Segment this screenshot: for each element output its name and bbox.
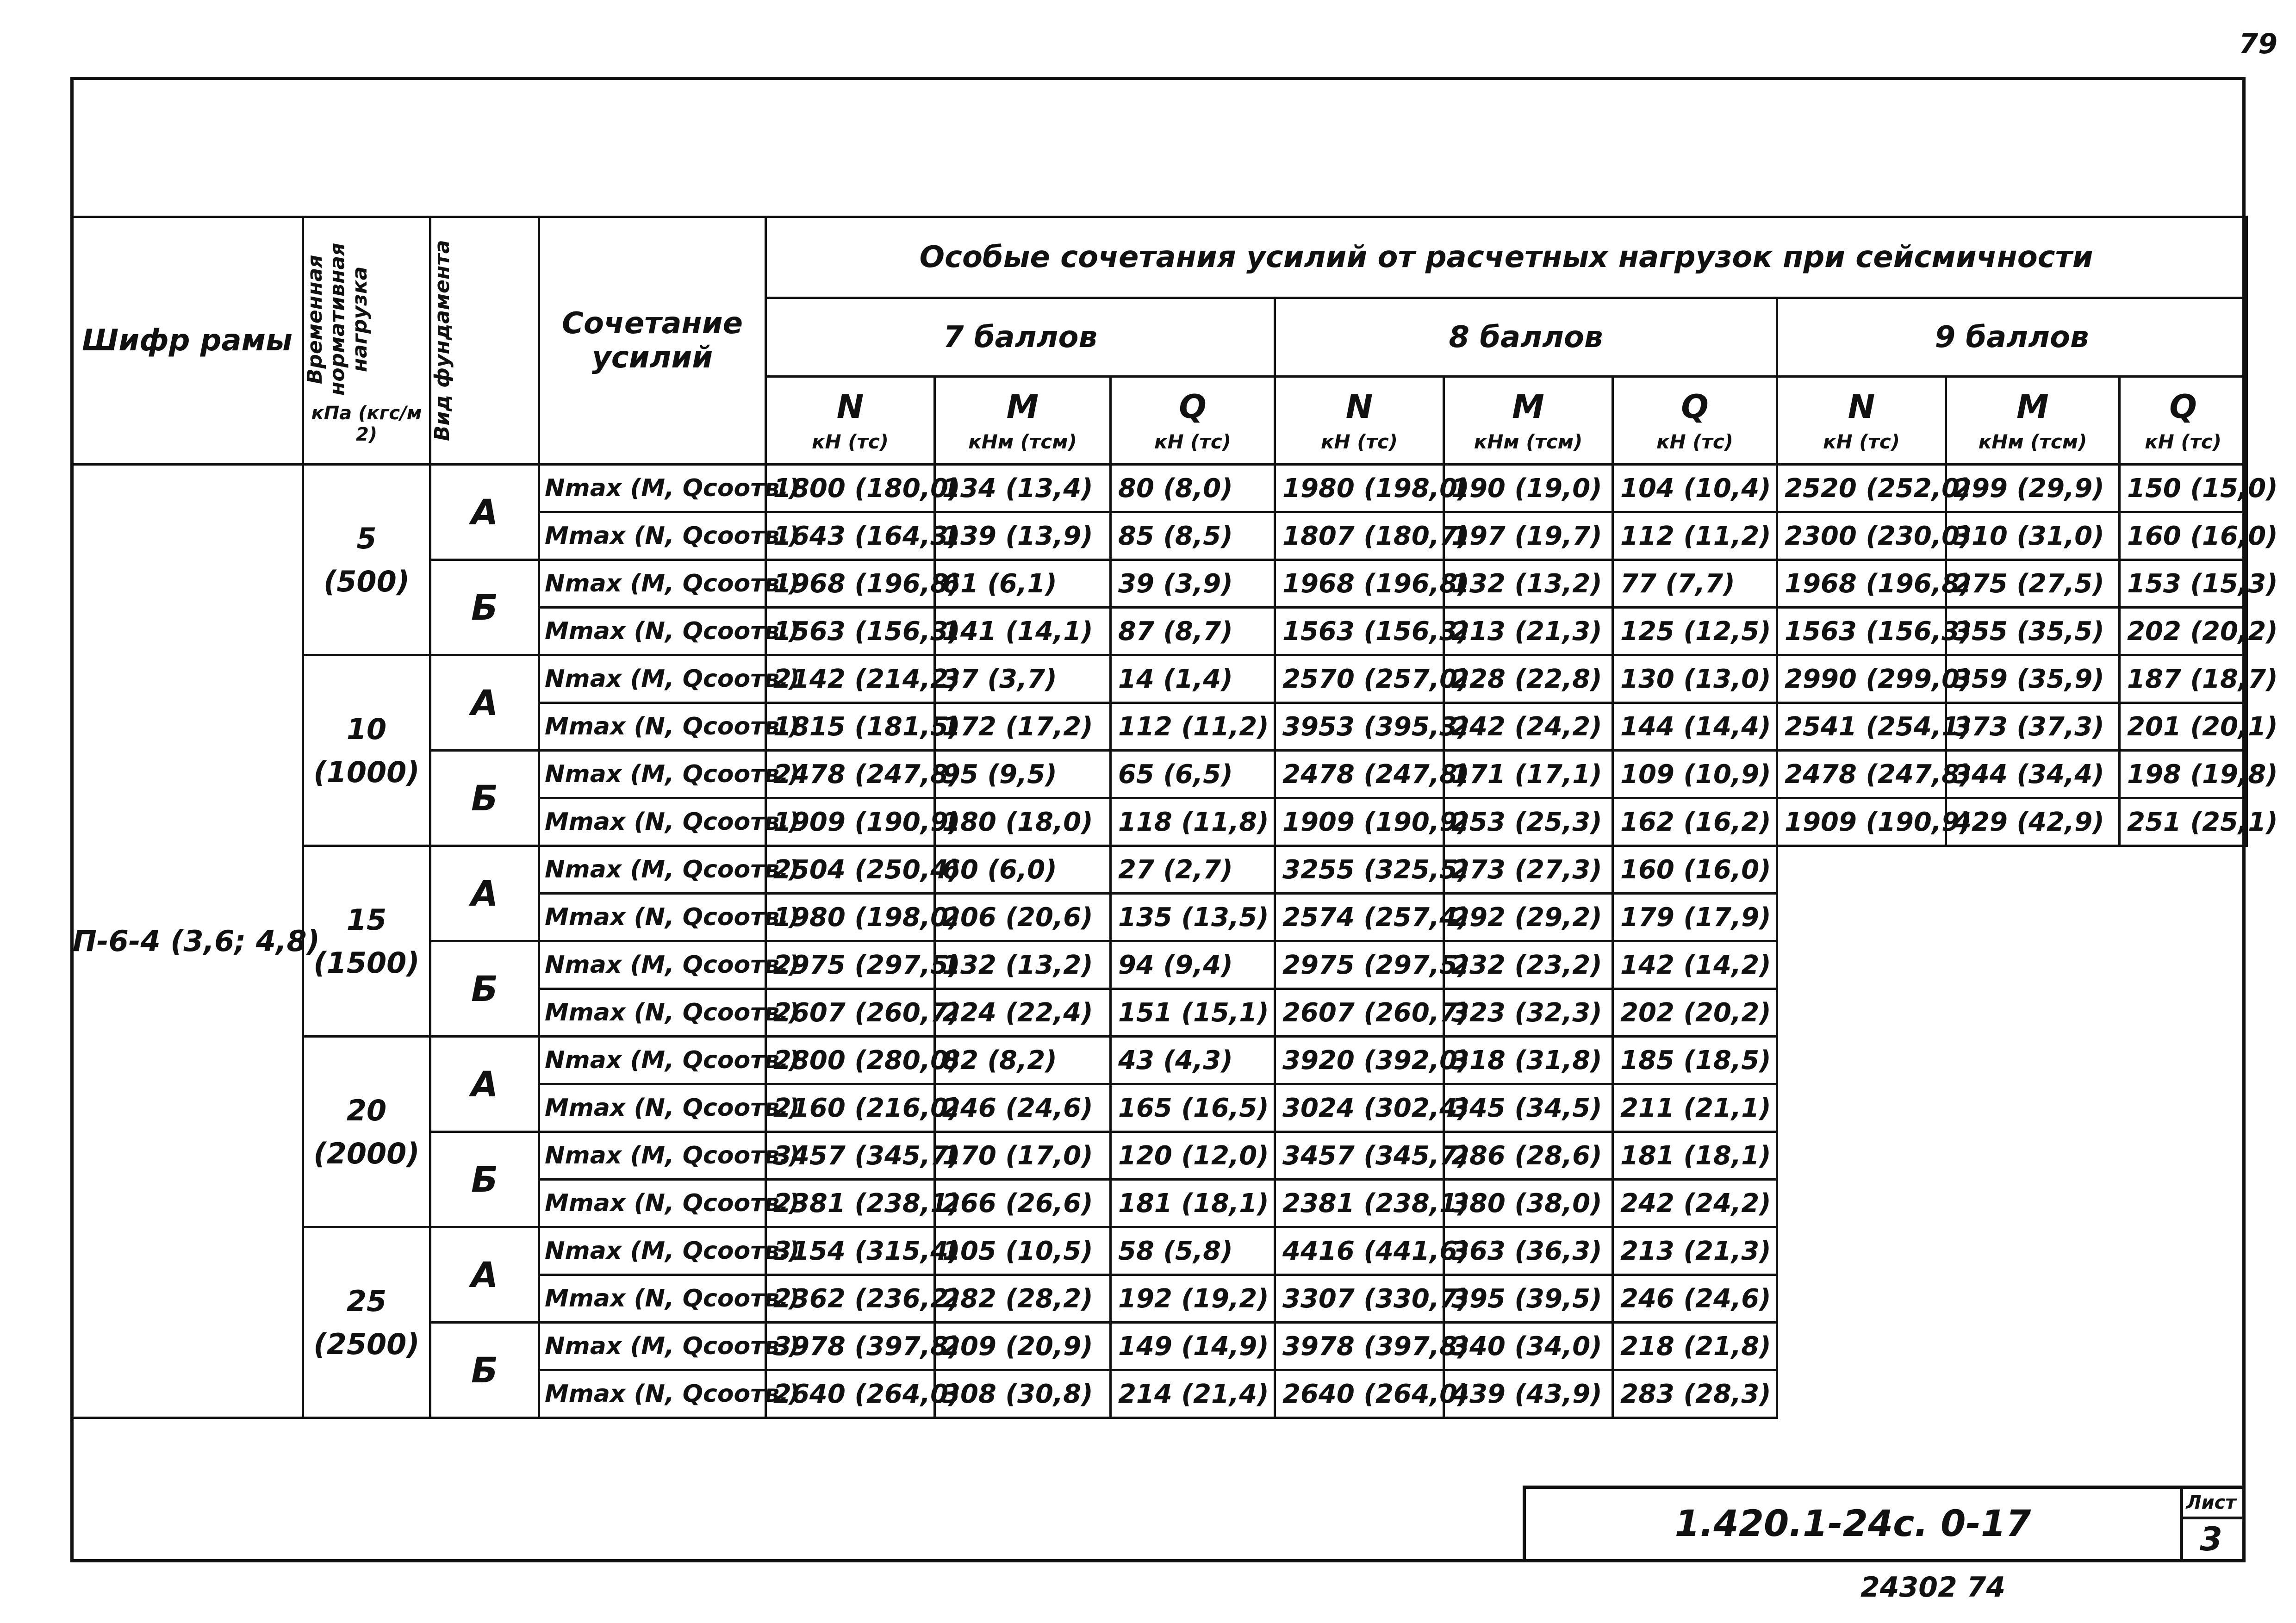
value-cell: 355 (35,5) <box>1946 608 2120 655</box>
value-cell: 2478 (247,8) <box>1275 751 1444 798</box>
page-number: 79 <box>2239 28 2277 60</box>
combination-label: Mmax (N, Qсоотв.) <box>539 1370 766 1418</box>
column-unit: кНм (тсм) <box>1474 430 1583 453</box>
sheet-number: 3 <box>2200 1520 2222 1558</box>
frame-code: П-6-4 (3,6; 4,8) <box>72 465 303 1418</box>
value-cell: 1968 (196,8) <box>1777 560 1946 608</box>
empty-cell <box>1946 989 2120 1037</box>
column-unit: кН (тс) <box>812 430 889 453</box>
value-cell: 3920 (392,0) <box>1275 1037 1444 1084</box>
value-cell: 149 (14,9) <box>1111 1323 1275 1370</box>
column-unit: кН (тс) <box>1321 430 1398 453</box>
value-cell: 58 (5,8) <box>1111 1227 1275 1275</box>
value-cell: 135 (13,5) <box>1111 894 1275 941</box>
value-cell: 2640 (264,0) <box>766 1370 935 1418</box>
load-kgf: (1500) <box>313 945 420 980</box>
column-unit: кН (тс) <box>1823 430 1900 453</box>
value-cell: 185 (18,5) <box>1613 1037 1777 1084</box>
value-cell: 130 (13,0) <box>1613 655 1777 703</box>
temp-load-units: кПа (кгс/м 2) <box>311 403 422 445</box>
value-cell: 2975 (297,5) <box>1275 941 1444 989</box>
value-cell: 2478 (247,8) <box>766 751 935 798</box>
value-cell: 132 (13,2) <box>935 941 1111 989</box>
combination-label: Mmax (N, Qсоотв.) <box>539 989 766 1037</box>
combination-label: Mmax (N, Qсоотв.) <box>539 1275 766 1323</box>
title-block <box>1523 1486 2246 1562</box>
empty-cell <box>1777 1370 1946 1418</box>
value-cell: 1980 (198,0) <box>766 894 935 941</box>
value-cell: 211 (21,1) <box>1613 1084 1777 1132</box>
table-row <box>72 1227 2247 1275</box>
value-cell: 242 (24,2) <box>1444 703 1613 751</box>
column-symbol: Q <box>1681 388 1709 426</box>
value-cell: 80 (8,0) <box>1111 465 1275 512</box>
load-kgf: (1000) <box>313 755 420 789</box>
value-cell: 1909 (190,9) <box>1275 798 1444 846</box>
column-header <box>1444 377 1613 465</box>
value-cell: 201 (20,1) <box>2120 703 2247 751</box>
combination-label: Mmax (N, Qсоотв.) <box>539 798 766 846</box>
value-cell: 3953 (395,3) <box>1275 703 1444 751</box>
combination-label: Nmax (M, Qсоотв.) <box>539 1323 766 1370</box>
value-cell: 308 (30,8) <box>935 1370 1111 1418</box>
column-unit: кНм (тсм) <box>968 430 1077 453</box>
seismic-group-9: 9 баллов <box>1777 298 2247 377</box>
column-unit: кН (тс) <box>2145 430 2222 453</box>
empty-cell <box>2120 1084 2247 1132</box>
value-cell: 120 (12,0) <box>1111 1132 1275 1180</box>
empty-cell <box>1777 1084 1946 1132</box>
empty-cell <box>1946 1084 2120 1132</box>
combination-header: Сочетание усилий <box>539 217 766 465</box>
value-cell: 141 (14,1) <box>935 608 1111 655</box>
value-cell: 202 (20,2) <box>1613 989 1777 1037</box>
value-cell: 1563 (156,3) <box>1275 608 1444 655</box>
column-unit: кН (тс) <box>1154 430 1231 453</box>
value-cell: 2607 (260,7) <box>766 989 935 1037</box>
value-cell: 2520 (252,0) <box>1777 465 1946 512</box>
value-cell: 232 (23,2) <box>1444 941 1613 989</box>
value-cell: 2381 (238,1) <box>1275 1180 1444 1227</box>
value-cell: 283 (28,3) <box>1613 1370 1777 1418</box>
value-cell: 1807 (180,7) <box>1275 512 1444 560</box>
value-cell: 180 (18,0) <box>935 798 1111 846</box>
value-cell: 2975 (297,5) <box>766 941 935 989</box>
value-cell: 1968 (196,8) <box>1275 560 1444 608</box>
column-header <box>1613 377 1777 465</box>
foundation-type: А <box>430 1227 539 1323</box>
value-cell: 125 (12,5) <box>1613 608 1777 655</box>
empty-cell <box>1777 846 1946 894</box>
value-cell: 105 (10,5) <box>935 1227 1111 1275</box>
value-cell: 153 (15,3) <box>2120 560 2247 608</box>
value-cell: 2300 (230,0) <box>1777 512 1946 560</box>
value-cell: 112 (11,2) <box>1111 703 1275 751</box>
empty-cell <box>2120 1180 2247 1227</box>
value-cell: 160 (16,0) <box>1613 846 1777 894</box>
value-cell: 39 (3,9) <box>1111 560 1275 608</box>
frame-code-header: Шифр рамы <box>72 217 303 465</box>
empty-cell <box>1777 941 1946 989</box>
value-cell: 179 (17,9) <box>1613 894 1777 941</box>
column-unit: кН (тс) <box>1656 430 1733 453</box>
empty-cell <box>2120 1323 2247 1370</box>
column-header <box>935 377 1111 465</box>
empty-cell <box>1777 1275 1946 1323</box>
empty-cell <box>1946 1275 2120 1323</box>
value-cell: 65 (6,5) <box>1111 751 1275 798</box>
value-cell: 60 (6,0) <box>935 846 1111 894</box>
combination-label: Mmax (N, Qсоотв.) <box>539 1084 766 1132</box>
sheet-label: Лист <box>2180 1489 2242 1519</box>
combination-label: Nmax (M, Qсоотв.) <box>539 1227 766 1275</box>
value-cell: 139 (13,9) <box>935 512 1111 560</box>
combination-label: Mmax (N, Qсоотв.) <box>539 703 766 751</box>
value-cell: 439 (43,9) <box>1444 1370 1613 1418</box>
value-cell: 1563 (156,3) <box>766 608 935 655</box>
value-cell: 61 (6,1) <box>935 560 1111 608</box>
value-cell: 82 (8,2) <box>935 1037 1111 1084</box>
foundation-type: Б <box>430 1323 539 1418</box>
value-cell: 27 (2,7) <box>1111 846 1275 894</box>
column-header <box>2120 377 2247 465</box>
value-cell: 224 (22,4) <box>935 989 1111 1037</box>
value-cell: 151 (15,1) <box>1111 989 1275 1037</box>
temp-load-label: Временная нормативная нагрузка <box>303 243 372 396</box>
value-cell: 228 (22,8) <box>1444 655 1613 703</box>
empty-cell <box>1946 894 2120 941</box>
value-cell: 118 (11,8) <box>1111 798 1275 846</box>
value-cell: 359 (35,9) <box>1946 655 2120 703</box>
combination-label: Mmax (N, Qсоотв.) <box>539 608 766 655</box>
value-cell: 2607 (260,7) <box>1275 989 1444 1037</box>
value-cell: 206 (20,6) <box>935 894 1111 941</box>
value-cell: 1980 (198,0) <box>1275 465 1444 512</box>
value-cell: 395 (39,5) <box>1444 1275 1613 1323</box>
load-value <box>303 1227 430 1418</box>
empty-cell <box>1946 1037 2120 1084</box>
document-code: 1.420.1-24с. 0-17 <box>1526 1489 2183 1559</box>
sheet-box <box>2180 1489 2242 1559</box>
value-cell: 253 (25,3) <box>1444 798 1613 846</box>
load-kgf: (500) <box>323 564 410 598</box>
table-title: Особые сочетания усилий от расчетных нагрузок при сейсмичности <box>766 217 2247 298</box>
value-cell: 104 (10,4) <box>1613 465 1777 512</box>
value-cell: 323 (32,3) <box>1444 989 1613 1037</box>
value-cell: 429 (42,9) <box>1946 798 2120 846</box>
load-kpa: 10 <box>346 712 387 746</box>
empty-cell <box>1946 846 2120 894</box>
value-cell: 3154 (315,4) <box>766 1227 935 1275</box>
empty-cell <box>1777 894 1946 941</box>
foundation-type: А <box>430 655 539 751</box>
column-symbol: Q <box>2169 388 2197 426</box>
foundation-type: А <box>430 846 539 941</box>
empty-cell <box>1946 1323 2120 1370</box>
value-cell: 4416 (441,6) <box>1275 1227 1444 1275</box>
load-value <box>303 465 430 655</box>
column-symbol: N <box>836 388 864 426</box>
empty-cell <box>1777 1037 1946 1084</box>
column-header <box>1946 377 2120 465</box>
combination-label: Nmax (M, Qсоотв.) <box>539 560 766 608</box>
value-cell: 165 (16,5) <box>1111 1084 1275 1132</box>
value-cell: 213 (21,3) <box>1613 1227 1777 1275</box>
combination-label: Nmax (M, Qсоотв.) <box>539 846 766 894</box>
column-symbol: Q <box>1179 388 1207 426</box>
value-cell: 246 (24,6) <box>1613 1275 1777 1323</box>
column-symbol: N <box>1345 388 1373 426</box>
value-cell: 2574 (257,4) <box>1275 894 1444 941</box>
value-cell: 246 (24,6) <box>935 1084 1111 1132</box>
table-row <box>72 655 2247 703</box>
empty-cell <box>1777 989 1946 1037</box>
value-cell: 1643 (164,3) <box>766 512 935 560</box>
column-symbol: M <box>2016 388 2049 426</box>
seismic-group-8: 8 баллов <box>1275 298 1777 377</box>
empty-cell <box>1946 1227 2120 1275</box>
value-cell: 95 (9,5) <box>935 751 1111 798</box>
value-cell: 150 (15,0) <box>2120 465 2247 512</box>
column-symbol: M <box>1512 388 1544 426</box>
value-cell: 3978 (397,8) <box>1275 1323 1444 1370</box>
value-cell: 172 (17,2) <box>935 703 1111 751</box>
value-cell: 214 (21,4) <box>1111 1370 1275 1418</box>
value-cell: 94 (9,4) <box>1111 941 1275 989</box>
empty-cell <box>1946 1132 2120 1180</box>
combination-label: Nmax (M, Qсоотв.) <box>539 751 766 798</box>
foundation-type: А <box>430 1037 539 1132</box>
load-kpa: 5 <box>356 521 377 555</box>
value-cell: 273 (27,3) <box>1444 846 1613 894</box>
value-cell: 144 (14,4) <box>1613 703 1777 751</box>
empty-cell <box>2120 1275 2247 1323</box>
value-cell: 3307 (330,7) <box>1275 1275 1444 1323</box>
value-cell: 198 (19,8) <box>2120 751 2247 798</box>
value-cell: 132 (13,2) <box>1444 560 1613 608</box>
value-cell: 3457 (345,7) <box>766 1132 935 1180</box>
foundation-type: Б <box>430 1132 539 1227</box>
empty-cell <box>1946 1180 2120 1227</box>
value-cell: 109 (10,9) <box>1613 751 1777 798</box>
table-row <box>72 846 2247 894</box>
temp-load-header <box>303 217 430 465</box>
empty-cell <box>2120 1370 2247 1418</box>
value-cell: 318 (31,8) <box>1444 1037 1613 1084</box>
load-kgf: (2000) <box>313 1136 420 1170</box>
foundation-type: Б <box>430 560 539 655</box>
value-cell: 202 (20,2) <box>2120 608 2247 655</box>
column-header <box>766 377 935 465</box>
value-cell: 2362 (236,2) <box>766 1275 935 1323</box>
value-cell: 340 (34,0) <box>1444 1323 1613 1370</box>
table-row <box>72 1037 2247 1084</box>
load-kpa: 15 <box>346 902 387 937</box>
empty-cell <box>1777 1227 1946 1275</box>
value-cell: 1968 (196,8) <box>766 560 935 608</box>
value-cell: 1909 (190,9) <box>766 798 935 846</box>
value-cell: 197 (19,7) <box>1444 512 1613 560</box>
forces-table <box>70 216 2278 1419</box>
value-cell: 1815 (181,5) <box>766 703 935 751</box>
value-cell: 2142 (214,2) <box>766 655 935 703</box>
value-cell: 2990 (299,0) <box>1777 655 1946 703</box>
value-cell: 209 (20,9) <box>935 1323 1111 1370</box>
value-cell: 112 (11,2) <box>1613 512 1777 560</box>
value-cell: 218 (21,8) <box>1613 1323 1777 1370</box>
value-cell: 3024 (302,4) <box>1275 1084 1444 1132</box>
combination-label: Mmax (N, Qсоотв.) <box>539 1180 766 1227</box>
value-cell: 286 (28,6) <box>1444 1132 1613 1180</box>
value-cell: 43 (4,3) <box>1111 1037 1275 1084</box>
column-header <box>1111 377 1275 465</box>
value-cell: 363 (36,3) <box>1444 1227 1613 1275</box>
column-header <box>1275 377 1444 465</box>
value-cell: 192 (19,2) <box>1111 1275 1275 1323</box>
load-kpa: 25 <box>346 1284 387 1318</box>
combination-label: Mmax (N, Qсоотв.) <box>539 894 766 941</box>
empty-cell <box>1777 1132 1946 1180</box>
column-symbol: M <box>1006 388 1039 426</box>
value-cell: 162 (16,2) <box>1613 798 1777 846</box>
archive-number: 24302 74 <box>1860 1571 2006 1604</box>
seismic-group-7: 7 баллов <box>766 298 1275 377</box>
combination-label: Nmax (M, Qсоотв.) <box>539 1037 766 1084</box>
combination-label: Nmax (M, Qсоотв.) <box>539 1132 766 1180</box>
combination-label: Nmax (M, Qсоотв.) <box>539 941 766 989</box>
foundation-type: Б <box>430 941 539 1037</box>
value-cell: 275 (27,5) <box>1946 560 2120 608</box>
value-cell: 251 (25,1) <box>2120 798 2247 846</box>
combination-label: Nmax (M, Qсоотв.) <box>539 465 766 512</box>
foundation-type-label: Вид фундамента <box>430 240 454 442</box>
load-value <box>303 655 430 846</box>
value-cell: 142 (14,2) <box>1613 941 1777 989</box>
value-cell: 190 (19,0) <box>1444 465 1613 512</box>
empty-cell <box>2120 894 2247 941</box>
value-cell: 85 (8,5) <box>1111 512 1275 560</box>
forces-table-wrap <box>70 216 2278 1419</box>
value-cell: 1909 (190,9) <box>1777 798 1946 846</box>
empty-cell <box>2120 846 2247 894</box>
value-cell: 1563 (156,3) <box>1777 608 1946 655</box>
value-cell: 213 (21,3) <box>1444 608 1613 655</box>
value-cell: 37 (3,7) <box>935 655 1111 703</box>
value-cell: 2800 (280,0) <box>766 1037 935 1084</box>
value-cell: 171 (17,1) <box>1444 751 1613 798</box>
value-cell: 2381 (238,1) <box>766 1180 935 1227</box>
value-cell: 3457 (345,7) <box>1275 1132 1444 1180</box>
value-cell: 3255 (325,5) <box>1275 846 1444 894</box>
load-value <box>303 1037 430 1227</box>
value-cell: 3978 (397,8) <box>766 1323 935 1370</box>
empty-cell <box>1946 1370 2120 1418</box>
foundation-type-header <box>430 217 539 465</box>
value-cell: 160 (16,0) <box>2120 512 2247 560</box>
combination-label: Nmax (M, Qсоотв.) <box>539 655 766 703</box>
empty-cell <box>2120 941 2247 989</box>
empty-cell <box>1777 1323 1946 1370</box>
combination-label: Mmax (N, Qсоотв.) <box>539 512 766 560</box>
value-cell: 310 (31,0) <box>1946 512 2120 560</box>
value-cell: 373 (37,3) <box>1946 703 2120 751</box>
column-header <box>1777 377 1946 465</box>
value-cell: 292 (29,2) <box>1444 894 1613 941</box>
value-cell: 2160 (216,0) <box>766 1084 935 1132</box>
column-symbol: N <box>1848 388 1875 426</box>
value-cell: 2504 (250,4) <box>766 846 935 894</box>
load-value <box>303 846 430 1037</box>
value-cell: 2478 (247,8) <box>1777 751 1946 798</box>
empty-cell <box>2120 1227 2247 1275</box>
load-kgf: (2500) <box>313 1327 420 1361</box>
value-cell: 170 (17,0) <box>935 1132 1111 1180</box>
value-cell: 134 (13,4) <box>935 465 1111 512</box>
value-cell: 345 (34,5) <box>1444 1084 1613 1132</box>
empty-cell <box>1777 1180 1946 1227</box>
load-kpa: 20 <box>346 1093 387 1127</box>
value-cell: 282 (28,2) <box>935 1275 1111 1323</box>
value-cell: 87 (8,7) <box>1111 608 1275 655</box>
value-cell: 77 (7,7) <box>1613 560 1777 608</box>
value-cell: 1800 (180,0) <box>766 465 935 512</box>
empty-cell <box>1946 941 2120 989</box>
value-cell: 266 (26,6) <box>935 1180 1111 1227</box>
value-cell: 2570 (257,0) <box>1275 655 1444 703</box>
forces-table-body <box>72 465 2278 1418</box>
foundation-type: А <box>430 465 539 560</box>
foundation-type: Б <box>430 751 539 846</box>
value-cell: 344 (34,4) <box>1946 751 2120 798</box>
empty-cell <box>2120 1132 2247 1180</box>
table-row <box>72 465 2247 512</box>
empty-cell <box>2120 989 2247 1037</box>
empty-cell <box>2120 1037 2247 1084</box>
value-cell: 187 (18,7) <box>2120 655 2247 703</box>
column-unit: кНм (тсм) <box>1978 430 2087 453</box>
value-cell: 380 (38,0) <box>1444 1180 1613 1227</box>
value-cell: 299 (29,9) <box>1946 465 2120 512</box>
value-cell: 242 (24,2) <box>1613 1180 1777 1227</box>
value-cell: 14 (1,4) <box>1111 655 1275 703</box>
value-cell: 2640 (264,0) <box>1275 1370 1444 1418</box>
value-cell: 2541 (254,1) <box>1777 703 1946 751</box>
value-cell: 181 (18,1) <box>1111 1180 1275 1227</box>
value-cell: 181 (18,1) <box>1613 1132 1777 1180</box>
